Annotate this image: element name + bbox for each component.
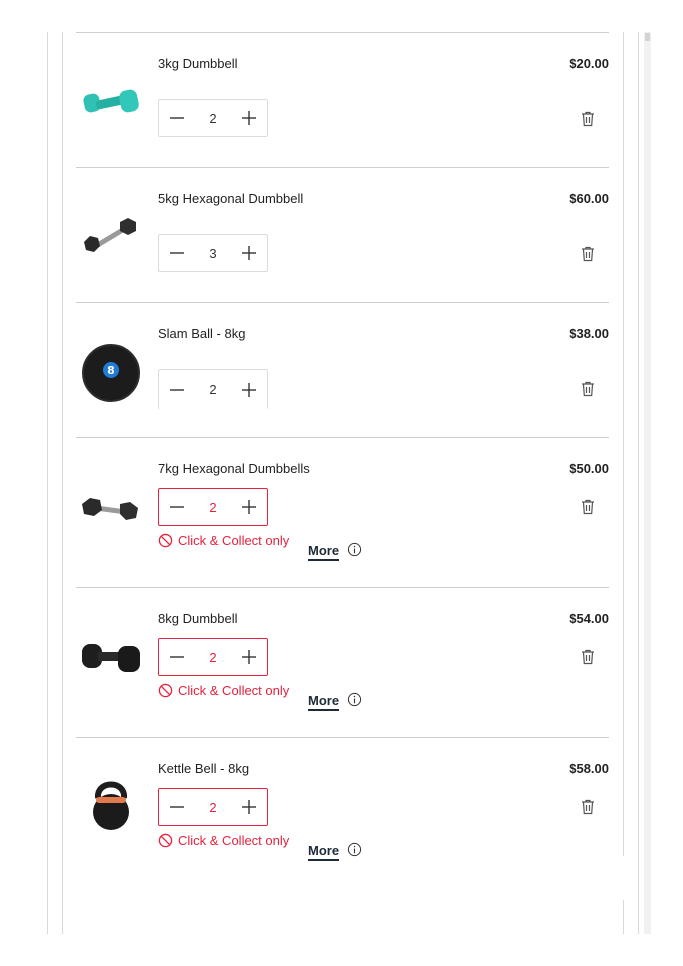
quantity-value[interactable]: 3 (209, 245, 217, 261)
plus-icon (241, 499, 257, 515)
right-inner-line-end (623, 900, 624, 934)
info-icon[interactable] (347, 542, 362, 562)
kettlebell-image (80, 772, 142, 832)
product-name[interactable]: 5kg Hexagonal Dumbbell (158, 191, 304, 206)
product-price: $20.00 (569, 56, 609, 71)
svg-text:8: 8 (107, 364, 115, 377)
no-entry-icon (158, 533, 173, 548)
more-info (308, 692, 362, 712)
more-link[interactable]: More (308, 693, 339, 711)
minus-icon (169, 110, 185, 126)
quantity-stepper (158, 488, 268, 526)
minus-icon (169, 799, 185, 815)
quantity-value[interactable]: 2 (209, 110, 217, 126)
decrease-button[interactable] (159, 789, 195, 825)
cart-item (76, 437, 609, 587)
minus-icon (169, 499, 185, 515)
cart-item (76, 302, 609, 437)
click-collect-notice (158, 683, 289, 698)
trash-icon[interactable] (581, 246, 595, 262)
info-icon[interactable] (347, 842, 362, 862)
plus-icon (241, 799, 257, 815)
product-price: $38.00 (569, 326, 609, 341)
product-price: $50.00 (569, 461, 609, 476)
slam-ball-image (80, 341, 142, 401)
product-name[interactable]: 7kg Hexagonal Dumbbells (158, 461, 310, 476)
quantity-stepper (158, 99, 268, 137)
click-collect-notice (158, 833, 289, 848)
cart-item (76, 737, 609, 887)
plus-icon (241, 382, 257, 398)
more-link[interactable]: More (308, 843, 339, 861)
cart-list (76, 32, 609, 887)
product-price: $60.00 (569, 191, 609, 206)
minus-icon (169, 382, 185, 398)
quantity-stepper (158, 638, 268, 676)
click-collect-notice (158, 533, 289, 548)
decrease-button[interactable] (159, 100, 195, 136)
notice-text: Click & Collect only (178, 833, 290, 848)
trash-icon[interactable] (581, 499, 595, 515)
quantity-value[interactable]: 2 (209, 649, 217, 665)
decrease-button[interactable] (159, 372, 195, 408)
plus-icon (241, 110, 257, 126)
minus-icon (169, 649, 185, 665)
plus-icon (241, 245, 257, 261)
left-frame-line (47, 32, 48, 934)
quantity-value[interactable]: 2 (209, 382, 217, 397)
quantity-stepper (158, 369, 268, 409)
product-name[interactable]: 8kg Dumbbell (158, 611, 238, 626)
increase-button[interactable] (231, 639, 267, 675)
cart-item (76, 32, 609, 167)
trash-icon[interactable] (581, 649, 595, 665)
increase-button[interactable] (231, 789, 267, 825)
more-info (308, 542, 362, 562)
product-price: $54.00 (569, 611, 609, 626)
left-inner-line (62, 32, 63, 934)
decrease-button[interactable] (159, 235, 195, 271)
increase-button[interactable] (231, 235, 267, 271)
quantity-value[interactable]: 2 (209, 799, 217, 815)
hex-dumbbell-image (80, 478, 142, 538)
product-name[interactable]: Kettle Bell - 8kg (158, 761, 250, 776)
right-inner-line (623, 32, 624, 856)
plus-icon (241, 649, 257, 665)
cart-item (76, 167, 609, 302)
more-info (308, 842, 362, 862)
trash-icon[interactable] (581, 799, 595, 815)
decrease-button[interactable] (159, 639, 195, 675)
increase-button[interactable] (231, 489, 267, 525)
product-name[interactable]: 3kg Dumbbell (158, 56, 238, 71)
quantity-value[interactable]: 2 (209, 499, 217, 515)
info-icon[interactable] (347, 692, 362, 712)
increase-button[interactable] (231, 372, 267, 408)
trash-icon[interactable] (581, 111, 595, 127)
right-frame-line (638, 32, 639, 934)
more-link[interactable]: More (308, 543, 339, 561)
quantity-stepper (158, 788, 268, 826)
no-entry-icon (158, 833, 173, 848)
scrollbar-track[interactable] (644, 32, 651, 934)
product-price: $58.00 (569, 761, 609, 776)
no-entry-icon (158, 683, 173, 698)
notice-text: Click & Collect only (178, 533, 290, 548)
increase-button[interactable] (231, 100, 267, 136)
hex-dumbbell-image (80, 206, 142, 266)
scrollbar-thumb[interactable] (645, 33, 650, 41)
decrease-button[interactable] (159, 489, 195, 525)
black-dumbbell-image (80, 628, 142, 688)
quantity-stepper (158, 234, 268, 272)
trash-icon[interactable] (581, 381, 595, 397)
cart-item (76, 587, 609, 737)
notice-text: Click & Collect only (178, 683, 290, 698)
product-name[interactable]: Slam Ball - 8kg (158, 326, 246, 341)
teal-dumbbell-image (80, 71, 142, 131)
minus-icon (169, 245, 185, 261)
